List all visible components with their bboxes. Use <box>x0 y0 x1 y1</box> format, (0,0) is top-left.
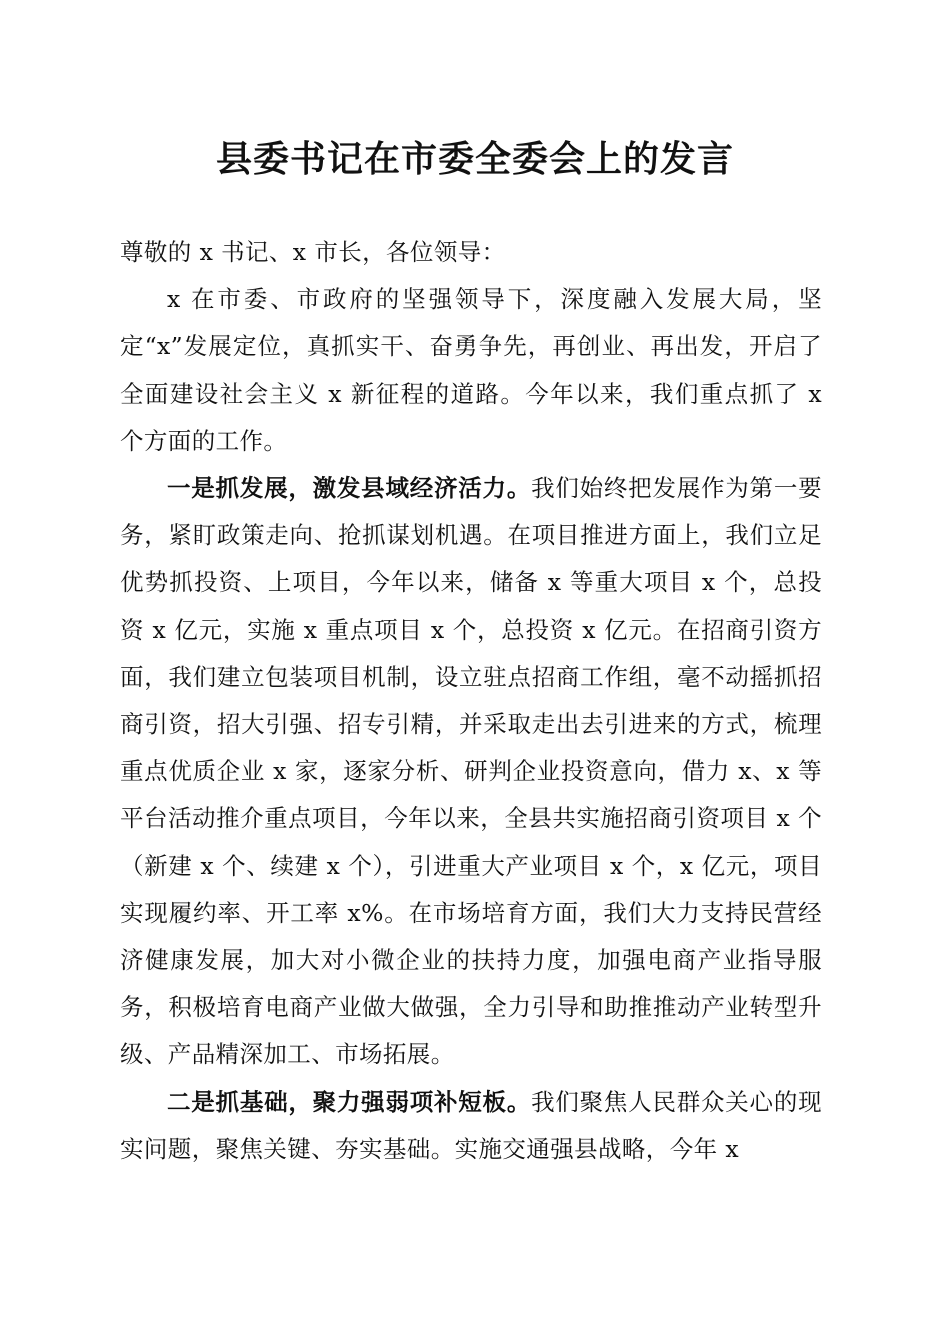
salutation: 尊敬的 x 书记、x 市长，各位领导： <box>120 238 506 266</box>
paragraph-text: x 在市委、市政府的坚强领导下，深度融入发展大局，坚定“x”发展定位，真抓实干、奋勇争先，再创业、再出发，开启了全面建设社会主义 x 新征程的道路。今年以来，我们重点抓了 x 个方面的工作。 <box>120 285 822 455</box>
paragraph-foundation <box>120 1079 822 1173</box>
paragraph-intro <box>120 276 822 465</box>
paragraph-text: 我们聚焦人民群众关心的现实问题，聚焦关键、夯实基础。实施交通强县战略，今年 x <box>120 1087 822 1163</box>
paragraph-text: 我们始终把发展作为第一要务，紧盯政策走向、抢抓谋划机遇。在项目推进方面上，我们立足优势抓投资、上项目，今年以来，储备 x 等重大项目 x 个，总投资 x 亿元，实施 x 重点项目 x 个，总投资 x 亿元。在招商引资方面，我们建立包装项目机制，设立驻点招商工作组，毫不动摇抓招商引资，招大引强、招专引精，并采取走出去引进来的方式，梳理重点优质企业 x 家，逐家分析、研判企业投资意向，借力 x、x 等平台活动推介重点项目，今年以来，全县共实施招商引资项目 x 个（新建 x 个、续建 x 个），引进重大产业项目 x 个，x 亿元，项目实现履约率、开工率 x%。在市场培育方面，我们大力支持民营经济健康发展，加大对小微企业的扶持力度，加强电商产业指导服务，积极培育电商产业做大做强，全力引导和助推推动产业转型升级、产品精深加工、市场拓展。 <box>120 474 822 1069</box>
document-body <box>120 229 822 1173</box>
paragraph-development <box>120 465 822 1079</box>
document-title: 县委书记在市委全委会上的发言 <box>215 138 734 180</box>
paragraph-lead: 二是抓基础，聚力强弱项补短板。 <box>167 1087 532 1116</box>
paragraph-lead: 一是抓发展，激发县域经济活力。 <box>167 474 532 503</box>
